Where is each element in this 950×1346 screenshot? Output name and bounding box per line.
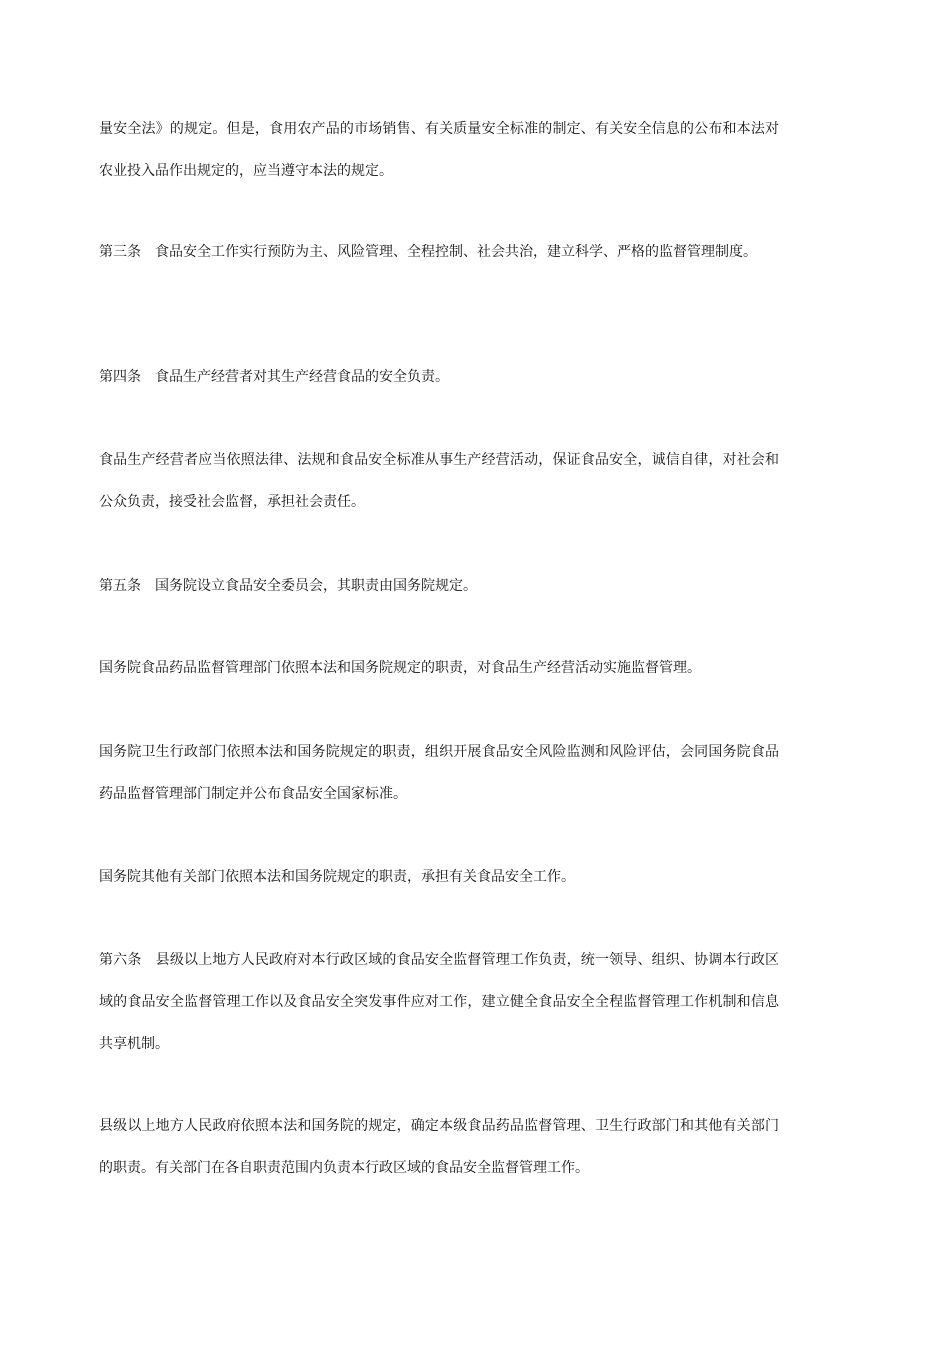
paragraph-1: 量安全法》的规定。但是，食用农产品的市场销售、有关质量安全标准的制定、有关安全信息的公布和本法对农业投入品作出规定的，应当遵守本法的规定。 (99, 121, 779, 179)
paragraph-article-5-clause-4: 国务院其他有关部门依照本法和国务院规定的职责，承担有关食品安全工作。 (99, 869, 575, 885)
paragraph-article-5: 第五条 国务院设立食品安全委员会，其职责由国务院规定。 (99, 578, 477, 594)
paragraph-article-4: 第四条 食品生产经营者对其生产经营食品的安全负责。 (99, 369, 449, 385)
paragraph-article-4-clause-2: 食品生产经营者应当依照法律、法规和食品安全标准从事生产经营活动，保证食品安全，诚信自律，对社会和公众负责，接受社会监督，承担社会责任。 (99, 452, 779, 510)
paragraph-article-5-clause-2: 国务院食品药品监督管理部门依照本法和国务院规定的职责，对食品生产经营活动实施监督管理。 (99, 660, 701, 676)
paragraph-article-6-clause-2: 县级以上地方人民政府依照本法和国务院的规定，确定本级食品药品监督管理、卫生行政部门和其他有关部门的职责。有关部门在各自职责范围内负责本行政区域的食品安全监督管理工作。 (99, 1118, 779, 1176)
paragraph-article-3: 第三条 食品安全工作实行预防为主、风险管理、全程控制、社会共治，建立科学、严格的监督管理制度。 (99, 244, 757, 260)
paragraph-article-5-clause-3: 国务院卫生行政部门依照本法和国务院规定的职责，组织开展食品安全风险监测和风险评估，会同国务院食品药品监督管理部门制定并公布食品安全国家标准。 (99, 744, 779, 802)
paragraph-article-6: 第六条 县级以上地方人民政府对本行政区域的食品安全监督管理工作负责，统一领导、组织、协调本行政区域的食品安全监督管理工作以及食品安全突发事件应对工作，建立健全食品安全全程监督管理工作机制和信息共享机制。 (99, 952, 779, 1052)
